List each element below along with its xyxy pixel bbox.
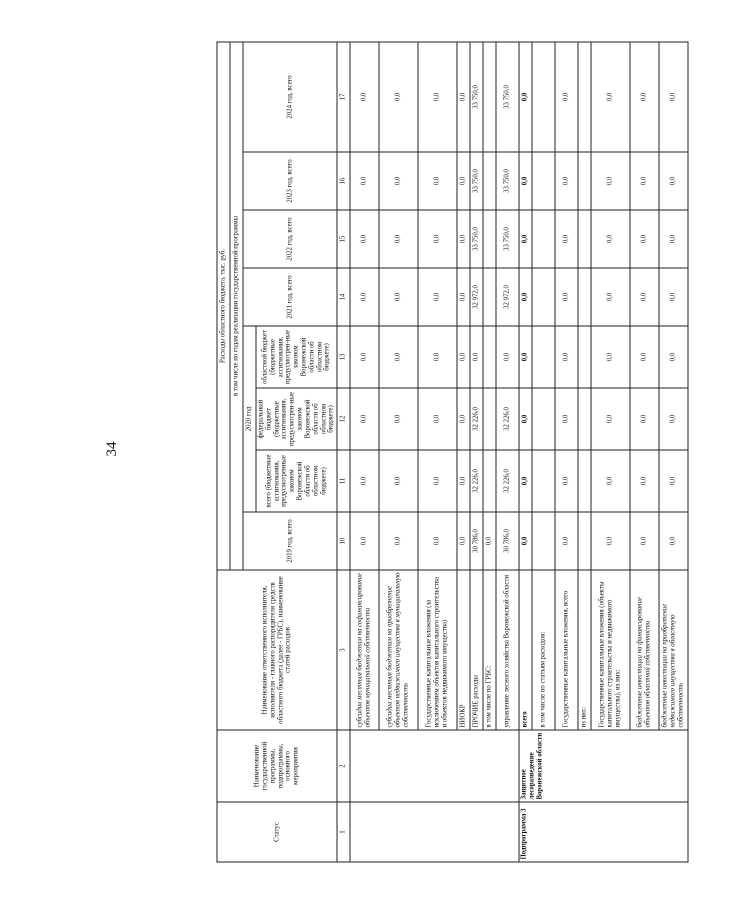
- column-numbers-row: [337, 42, 350, 862]
- column-number: 14: [337, 268, 350, 326]
- value-cell: 32 226,0: [496, 450, 519, 512]
- expense-item-label: в том числе по статьям расходов:: [532, 570, 555, 730]
- value-cell: 0,0: [379, 42, 418, 152]
- value-cell: 0,0: [418, 326, 457, 388]
- value-cell: 32 972,0: [496, 268, 519, 326]
- value-cell: 0,0: [591, 326, 630, 388]
- header-2023: 2023 год, всего: [243, 152, 337, 210]
- value-cell: 0,0: [591, 388, 630, 450]
- value-cell: 0,0: [470, 326, 483, 388]
- value-cell: 0,0: [555, 152, 578, 210]
- header-2022: 2022 год, всего: [243, 210, 337, 268]
- header-2019: 2019 год, всего: [243, 512, 337, 570]
- value-cell: 33 750,0: [470, 152, 483, 210]
- value-cell: 0,0: [659, 326, 688, 388]
- value-cell: 0,0: [630, 210, 659, 268]
- value-cell: 0,0: [659, 512, 688, 570]
- value-cell: 0,0: [659, 388, 688, 450]
- value-cell: [532, 268, 555, 326]
- value-cell: 0,0: [659, 152, 688, 210]
- value-cell: 33 750,0: [470, 42, 483, 152]
- expense-item-label: в том числе по ГРБС:: [483, 570, 496, 730]
- value-cell: 0,0: [519, 388, 532, 450]
- value-cell: 0,0: [350, 326, 379, 388]
- value-cell: [532, 42, 555, 152]
- expense-item-label: всего: [519, 570, 532, 730]
- value-cell: 0,0: [630, 388, 659, 450]
- value-cell: 0,0: [630, 512, 659, 570]
- value-cell: [578, 450, 591, 512]
- value-cell: [483, 450, 496, 512]
- value-cell: 0,0: [519, 42, 532, 152]
- expense-item-label: управление лесного хозяйства Воронежской области: [496, 570, 519, 730]
- value-cell: 32 226,0: [470, 388, 483, 450]
- header-expenses-title: Расходы областного бюджета, тыс. руб.: [217, 42, 230, 570]
- column-number: 1: [337, 802, 350, 862]
- value-cell: 0,0: [591, 512, 630, 570]
- column-number: 16: [337, 152, 350, 210]
- value-cell: [578, 326, 591, 388]
- value-cell: 33 750,0: [496, 42, 519, 152]
- value-cell: 0,0: [379, 268, 418, 326]
- expense-item-label: из них:: [578, 570, 591, 730]
- value-cell: 0,0: [350, 268, 379, 326]
- value-cell: 30 786,0: [470, 512, 483, 570]
- program-cell-empty: [350, 730, 519, 802]
- value-cell: 0,0: [350, 388, 379, 450]
- expense-item-label: Государственные капитальные вложения, всего: [555, 570, 578, 730]
- value-cell: 0,0: [630, 268, 659, 326]
- value-cell: [483, 388, 496, 450]
- budget-table-sheet: [217, 43, 732, 863]
- value-cell: 0,0: [457, 42, 470, 152]
- value-cell: 0,0: [519, 268, 532, 326]
- value-cell: [578, 152, 591, 210]
- value-cell: [483, 210, 496, 268]
- value-cell: [483, 268, 496, 326]
- value-cell: 0,0: [591, 152, 630, 210]
- value-cell: 0,0: [555, 388, 578, 450]
- budget-table: [217, 41, 689, 862]
- expense-item-label: ПРОЧИЕ расходы: [470, 570, 483, 730]
- value-cell: 0,0: [457, 210, 470, 268]
- value-cell: 0,0: [418, 42, 457, 152]
- value-cell: [483, 42, 496, 152]
- value-cell: 0,0: [379, 512, 418, 570]
- value-cell: 0,0: [659, 268, 688, 326]
- header-2020-regional: областной бюджет (бюджетные ассигнования, предусмотрен-ные законом Воронежской области об областном бюджете): [256, 326, 337, 388]
- value-cell: 0,0: [591, 210, 630, 268]
- value-cell: [578, 268, 591, 326]
- value-cell: 0,0: [457, 152, 470, 210]
- value-cell: 0,0: [555, 512, 578, 570]
- table-row: [519, 42, 532, 862]
- status-cell-empty: [350, 802, 519, 862]
- value-cell: [532, 210, 555, 268]
- value-cell: 0,0: [555, 268, 578, 326]
- value-cell: 33 750,0: [496, 152, 519, 210]
- value-cell: [578, 512, 591, 570]
- column-number: 3: [337, 570, 350, 730]
- value-cell: 33 750,0: [470, 210, 483, 268]
- header-2020-total: всего (бюджетные ассигнования, предусмотренные законом Воронежской области об областном бюджете): [256, 450, 337, 512]
- value-cell: [532, 152, 555, 210]
- value-cell: 0,0: [418, 210, 457, 268]
- value-cell: [578, 42, 591, 152]
- value-cell: 0,0: [630, 152, 659, 210]
- column-number: 13: [337, 326, 350, 388]
- header-status: Статус: [217, 802, 337, 862]
- value-cell: 0,0: [379, 388, 418, 450]
- value-cell: 0,0: [379, 326, 418, 388]
- expense-item-label: бюджетные инвестиции на приобретение недвижимого имущества в областную собственность: [659, 570, 688, 730]
- value-cell: 0,0: [379, 450, 418, 512]
- expense-item-label: НИОКР: [457, 570, 470, 730]
- value-cell: 32 972,0: [470, 268, 483, 326]
- value-cell: 0,0: [591, 268, 630, 326]
- header-2021: 2021 год, всего: [243, 268, 337, 326]
- value-cell: 0,0: [418, 388, 457, 450]
- header-2020-federal: федеральный бюджет (бюджетные ассигнования, предусмотрен-ные законом Воронежской области об областном бюджете): [256, 388, 337, 450]
- page-number: 34: [104, 441, 120, 457]
- value-cell: 0,0: [555, 450, 578, 512]
- header-2020: 2020 год: [243, 326, 256, 512]
- value-cell: 0,0: [659, 42, 688, 152]
- subprogram-name: Защитное лесоразведение Воронежской области: [519, 730, 688, 802]
- value-cell: 0,0: [457, 388, 470, 450]
- value-cell: 0,0: [555, 326, 578, 388]
- column-number: 17: [337, 42, 350, 152]
- header-program-name: Наименование государственной программы, подпрограммы, основного мероприятия: [217, 730, 337, 802]
- value-cell: 0,0: [630, 450, 659, 512]
- header-by-years-title: в том числе по годам реализации государственной программы: [230, 42, 243, 570]
- value-cell: 0,0: [457, 326, 470, 388]
- value-cell: 0,0: [555, 210, 578, 268]
- expense-item-label: субсидии местным бюджетам на приобретение объектов недвижимого имущества в муниципальную собственность: [379, 570, 418, 730]
- value-cell: 0,0: [591, 42, 630, 152]
- value-cell: [578, 388, 591, 450]
- value-cell: 0,0: [483, 512, 496, 570]
- value-cell: 0,0: [350, 42, 379, 152]
- expense-item-label: Государственные капитальные вложения (за исключением объектов капитального строительства и объектов недвижимого имущества): [418, 570, 457, 730]
- value-cell: 0,0: [457, 512, 470, 570]
- value-cell: 32 226,0: [496, 388, 519, 450]
- value-cell: [483, 152, 496, 210]
- value-cell: 0,0: [630, 326, 659, 388]
- value-cell: 0,0: [591, 450, 630, 512]
- header-executor-name: Наименование ответственного исполнителя, исполнителя - главного распорядителя средств областного бюджета (далее - ГРБС), наименование статей расходов: [217, 570, 337, 730]
- value-cell: 0,0: [519, 326, 532, 388]
- value-cell: 30 786,0: [496, 512, 519, 570]
- value-cell: 0,0: [418, 512, 457, 570]
- value-cell: 0,0: [379, 152, 418, 210]
- expense-item-label: Государственные капитальные вложения (объекты капитального строительства и недвижимого имущества), из них:: [591, 570, 630, 730]
- value-cell: 0,0: [350, 210, 379, 268]
- value-cell: 0,0: [519, 450, 532, 512]
- value-cell: 0,0: [519, 210, 532, 268]
- value-cell: [532, 388, 555, 450]
- table-row: [350, 42, 379, 862]
- value-cell: 0,0: [519, 152, 532, 210]
- value-cell: 32 226,0: [470, 450, 483, 512]
- expense-item-label: бюджетные инвестиции на финансирование объектов областной собственности: [630, 570, 659, 730]
- value-cell: 0,0: [350, 512, 379, 570]
- value-cell: 0,0: [350, 152, 379, 210]
- value-cell: 0,0: [418, 450, 457, 512]
- expense-item-label: субсидии местным бюджетам на софинансирование объектов муниципальной собственности: [350, 570, 379, 730]
- value-cell: [578, 210, 591, 268]
- value-cell: [532, 326, 555, 388]
- column-number: 12: [337, 388, 350, 450]
- value-cell: 0,0: [379, 210, 418, 268]
- value-cell: [532, 450, 555, 512]
- value-cell: 33 750,0: [496, 210, 519, 268]
- value-cell: [532, 512, 555, 570]
- value-cell: [483, 326, 496, 388]
- value-cell: 0,0: [630, 42, 659, 152]
- value-cell: 0,0: [659, 450, 688, 512]
- value-cell: 0,0: [519, 512, 532, 570]
- column-number: 10: [337, 512, 350, 570]
- value-cell: 0,0: [350, 450, 379, 512]
- value-cell: 0,0: [496, 326, 519, 388]
- value-cell: 0,0: [418, 268, 457, 326]
- value-cell: 0,0: [457, 450, 470, 512]
- column-number: 11: [337, 450, 350, 512]
- column-number: 15: [337, 210, 350, 268]
- header-2024: 2024 год, всего: [243, 42, 337, 152]
- value-cell: 0,0: [418, 152, 457, 210]
- value-cell: 0,0: [555, 42, 578, 152]
- column-number: 2: [337, 730, 350, 802]
- value-cell: 0,0: [659, 210, 688, 268]
- subprogram-status: Подпрограмма 3: [519, 802, 688, 862]
- value-cell: 0,0: [457, 268, 470, 326]
